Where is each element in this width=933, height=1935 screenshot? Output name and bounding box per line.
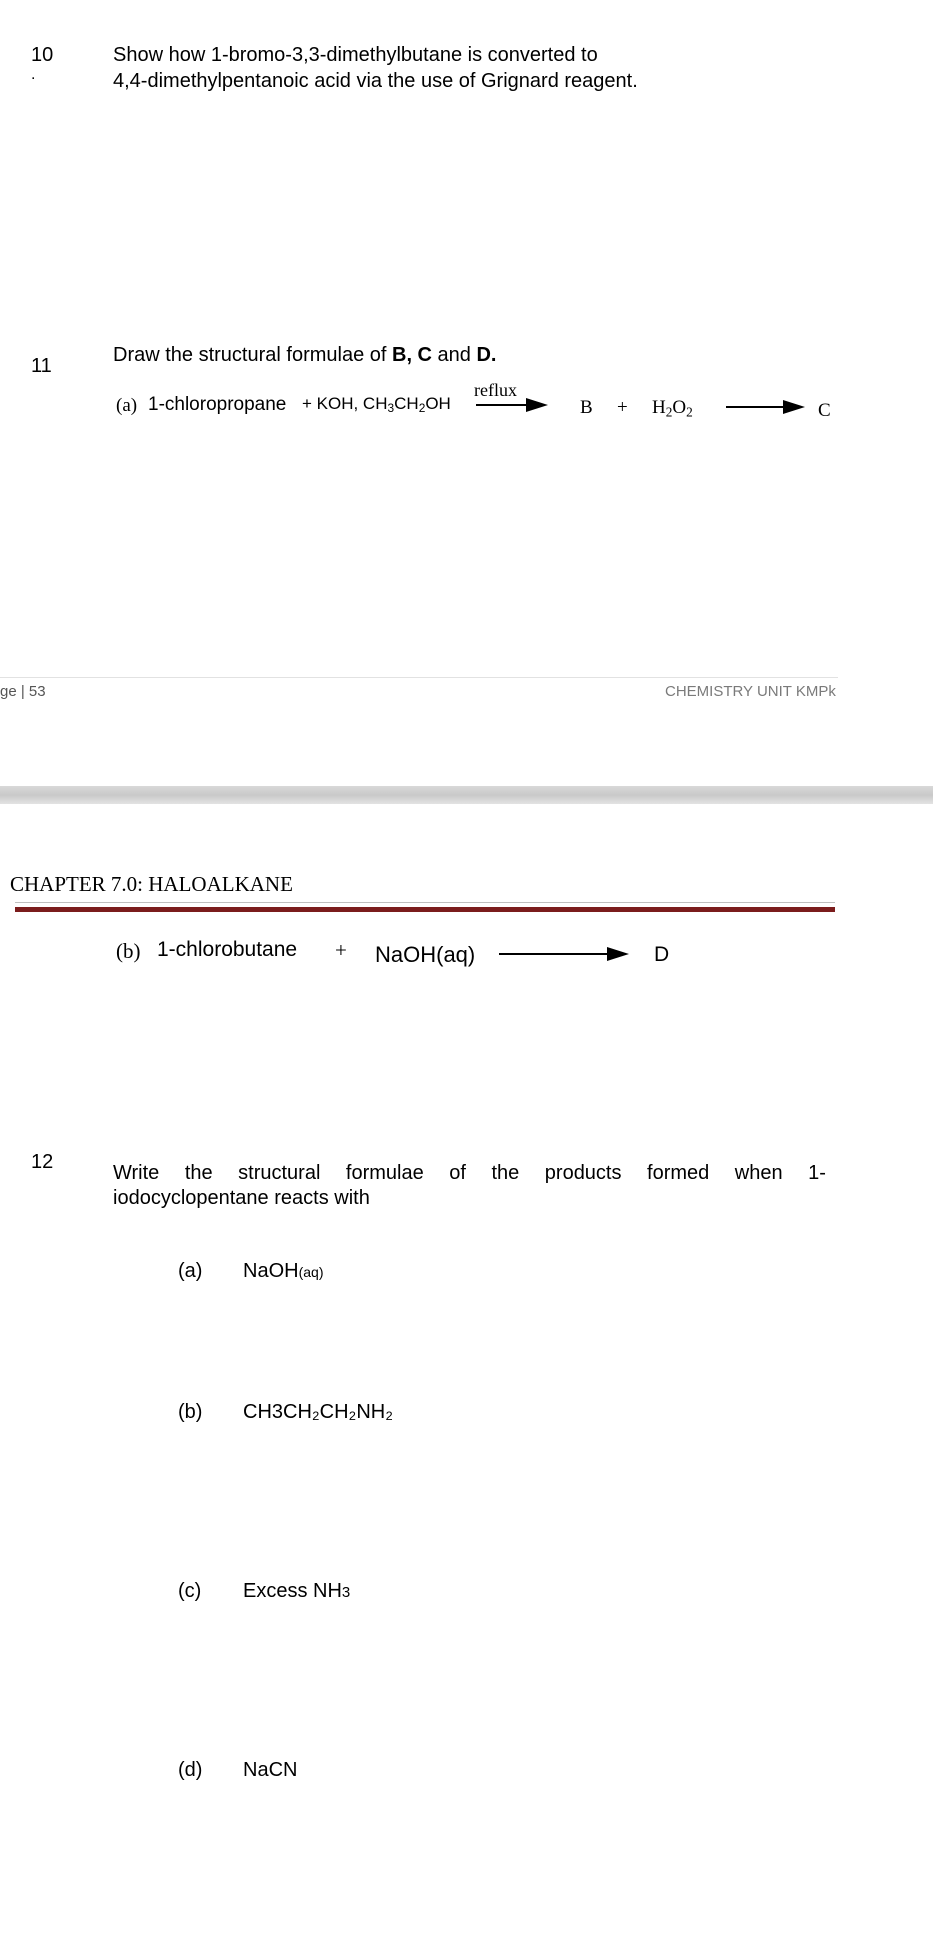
question-number-dot: . xyxy=(31,66,36,83)
footer-rule xyxy=(0,677,838,678)
q12-word: the xyxy=(491,1162,520,1184)
page-break xyxy=(0,786,933,804)
q10-text-line2: 4,4-dimethylpentanoic acid via the use of Grignard reagent. xyxy=(113,70,638,92)
question-number-11: 11 xyxy=(31,355,52,377)
q12-word: the xyxy=(184,1162,213,1184)
q12d-reagent: NaCN xyxy=(243,1759,298,1781)
q11a-arrow1 xyxy=(476,404,544,406)
q11a-reactant: 1-chloropropane xyxy=(148,394,287,415)
q11a-product-B: B xyxy=(580,397,593,418)
q12-word: structural xyxy=(238,1162,321,1184)
q11b-arrow xyxy=(499,953,625,955)
q11-prompt: Draw the structural formulae of B, C and D. xyxy=(113,344,497,366)
chapter-header: CHAPTER 7.0: HALOALKANE xyxy=(10,872,293,896)
q11b-reactant: 1-chlorobutane xyxy=(157,938,298,961)
q12-word: formed xyxy=(647,1162,710,1184)
q11a-reagent: + KOH, $CH_3CH_2OH$ xyxy=(302,394,451,415)
q11a-product-C: C xyxy=(818,400,831,421)
question-number-12: 12 xyxy=(31,1151,54,1173)
q12-word: formulae xyxy=(345,1162,424,1184)
q12d-label: (d) xyxy=(178,1759,203,1781)
q11a-arrow2 xyxy=(726,406,801,408)
q12c-reagent: Excess NH3 xyxy=(243,1580,351,1602)
q12c-label: (c) xyxy=(178,1580,202,1602)
q12-word: of xyxy=(449,1162,466,1184)
q11a-label: (a) xyxy=(116,395,138,416)
q11a-plus: + xyxy=(617,397,628,418)
q12-text-line2: iodocyclopentane reacts with xyxy=(113,1187,370,1209)
q11a-condition: reflux xyxy=(474,380,517,400)
q12a-label: (a) xyxy=(178,1260,203,1282)
footer-unit: CHEMISTRY UNIT KMPk xyxy=(665,683,836,700)
q12a-reagent: NaOH(aq) xyxy=(243,1260,324,1282)
q12-word: Write xyxy=(113,1162,160,1184)
q11a-h2o2: $H_2O_2$ xyxy=(652,397,693,420)
q11b-reagent: NaOH(aq) xyxy=(375,942,476,967)
q11b-plus: + xyxy=(335,938,347,962)
header-thin-rule xyxy=(15,902,835,903)
q11b-product-D: D xyxy=(654,943,670,966)
q12b-label: (b) xyxy=(178,1401,203,1423)
question-number-10: 10 xyxy=(31,44,54,66)
q12-word: products xyxy=(544,1162,622,1184)
q12-word: 1- xyxy=(808,1162,826,1184)
q10-text-line1: Show how 1-bromo-3,3-dimethylbutane is converted to xyxy=(113,44,598,66)
header-accent-rule xyxy=(15,907,835,912)
q12-text-line1 xyxy=(113,1162,826,1185)
q12b-reagent: CH3CH₂CH₂NH₂ xyxy=(243,1401,393,1423)
q11b-label: (b) xyxy=(116,939,141,963)
q12-word: when xyxy=(734,1162,783,1184)
footer-page-number: ge | 53 xyxy=(0,683,46,700)
